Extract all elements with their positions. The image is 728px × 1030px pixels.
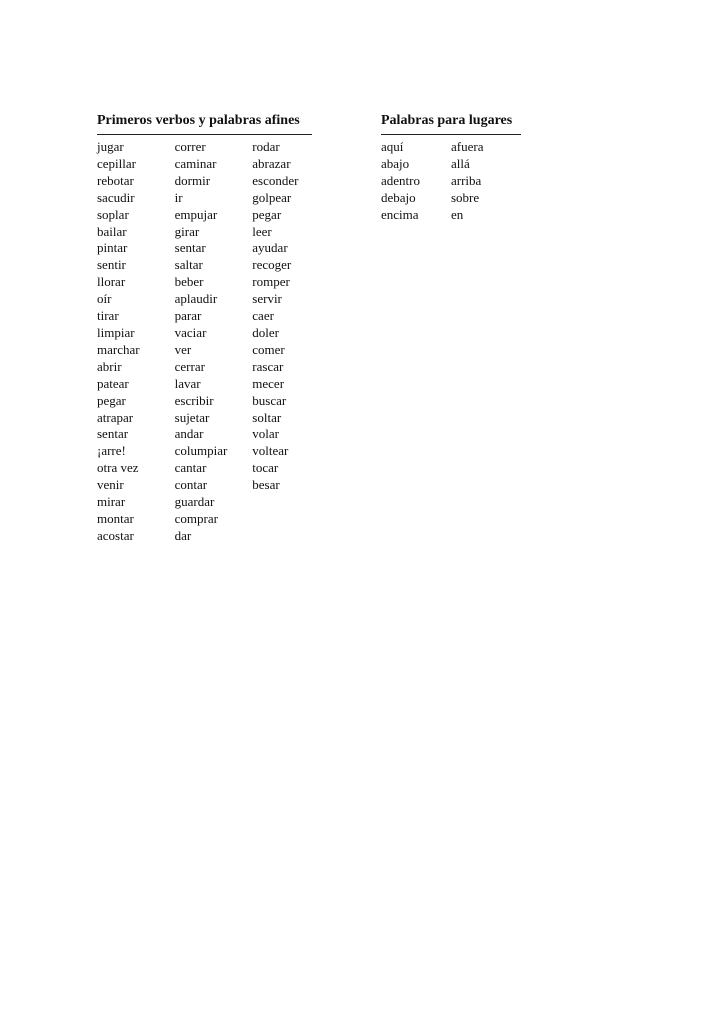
word-item: pintar bbox=[97, 240, 128, 256]
verbs-column-2 bbox=[175, 139, 253, 545]
places-column-1 bbox=[381, 139, 451, 224]
word-item: aplaudir bbox=[174, 291, 218, 307]
word-item: cepillar bbox=[97, 155, 136, 171]
word-item: aquí bbox=[381, 139, 404, 154]
word-item: rodar bbox=[252, 139, 280, 154]
word-item: soltar bbox=[252, 409, 282, 425]
word-item: patear bbox=[97, 375, 129, 391]
word-item: vaciar bbox=[174, 324, 207, 340]
word-item: ir bbox=[174, 189, 183, 205]
word-item: debajo bbox=[381, 189, 416, 205]
word-item: abrazar bbox=[252, 155, 291, 171]
word-item: sentar bbox=[174, 240, 206, 256]
verbs-title-rule bbox=[97, 134, 312, 135]
word-item: voltear bbox=[252, 443, 289, 459]
word-item: oír bbox=[97, 291, 112, 307]
word-item: romper bbox=[252, 274, 290, 290]
word-item: atrapar bbox=[97, 409, 134, 425]
word-item: pegar bbox=[97, 392, 126, 408]
word-item: dormir bbox=[174, 172, 211, 188]
word-item: comprar bbox=[174, 510, 218, 526]
word-item: venir bbox=[97, 477, 124, 493]
verbs-section bbox=[97, 112, 312, 545]
word-item: jugar bbox=[97, 139, 124, 154]
word-item: caminar bbox=[174, 155, 217, 171]
word-item: guardar bbox=[174, 494, 215, 510]
word-item: buscar bbox=[252, 392, 287, 408]
word-item: cantar bbox=[174, 460, 207, 476]
word-item: tirar bbox=[97, 308, 119, 324]
word-item: besar bbox=[252, 477, 280, 493]
word-item: contar bbox=[174, 477, 208, 493]
word-item: mirar bbox=[97, 494, 126, 510]
word-item: girar bbox=[174, 223, 200, 239]
word-item: arriba bbox=[451, 172, 482, 188]
word-item: volar bbox=[252, 426, 279, 442]
word-item: saltar bbox=[174, 257, 203, 273]
word-item: montar bbox=[97, 510, 134, 526]
word-item: ¡arre! bbox=[97, 443, 126, 459]
verbs-word-columns bbox=[97, 139, 312, 545]
word-item: cerrar bbox=[174, 358, 205, 374]
places-word-columns bbox=[381, 139, 521, 224]
places-title-rule bbox=[381, 134, 521, 135]
word-item: afuera bbox=[451, 139, 484, 154]
verbs-column-1 bbox=[97, 139, 175, 545]
word-item: ver bbox=[174, 341, 192, 357]
word-item: ayudar bbox=[252, 240, 288, 256]
word-item: rebotar bbox=[97, 172, 134, 188]
word-item: golpear bbox=[252, 189, 292, 205]
word-item: lavar bbox=[174, 375, 201, 391]
word-item: tocar bbox=[252, 460, 279, 476]
word-item: sacudir bbox=[97, 189, 135, 205]
word-item: abrir bbox=[97, 358, 122, 374]
word-item: leer bbox=[252, 223, 272, 239]
word-item: doler bbox=[252, 324, 279, 340]
word-item: sujetar bbox=[174, 409, 210, 425]
word-item: comer bbox=[252, 341, 285, 357]
word-item: encima bbox=[381, 206, 419, 222]
places-section-title: Palabras para lugares bbox=[381, 113, 513, 128]
verbs-section-title: Primeros verbos y palabras afines bbox=[97, 113, 300, 128]
word-item: llorar bbox=[97, 274, 126, 290]
word-item: parar bbox=[174, 308, 202, 324]
word-item: servir bbox=[252, 291, 282, 307]
word-item: limpiar bbox=[97, 324, 135, 340]
word-item: sobre bbox=[451, 189, 480, 205]
word-item: mecer bbox=[252, 375, 285, 391]
word-item: sentar bbox=[97, 426, 129, 442]
word-item: rascar bbox=[252, 358, 284, 374]
word-item: adentro bbox=[381, 172, 420, 188]
places-column-2 bbox=[451, 139, 521, 224]
word-item: caer bbox=[252, 308, 274, 324]
word-item: marchar bbox=[97, 341, 140, 357]
word-item: pegar bbox=[252, 206, 282, 222]
word-item: abajo bbox=[381, 155, 410, 171]
word-item: bailar bbox=[97, 223, 127, 239]
word-item: esconder bbox=[252, 172, 299, 188]
word-item: correr bbox=[174, 139, 206, 154]
word-item: soplar bbox=[97, 206, 129, 222]
word-item: escribir bbox=[174, 392, 214, 408]
word-item: andar bbox=[174, 426, 204, 442]
word-item: otra vez bbox=[97, 460, 139, 476]
word-item: empujar bbox=[174, 206, 218, 222]
word-item: en bbox=[451, 206, 464, 222]
verbs-column-3 bbox=[252, 139, 312, 545]
word-item: columpiar bbox=[174, 443, 228, 459]
word-item: allá bbox=[451, 155, 470, 171]
word-item: dar bbox=[174, 527, 192, 543]
word-item: acostar bbox=[97, 527, 134, 543]
word-item: recoger bbox=[252, 257, 292, 273]
places-section bbox=[381, 112, 521, 224]
word-item: beber bbox=[174, 274, 204, 290]
word-item: sentir bbox=[97, 257, 126, 273]
